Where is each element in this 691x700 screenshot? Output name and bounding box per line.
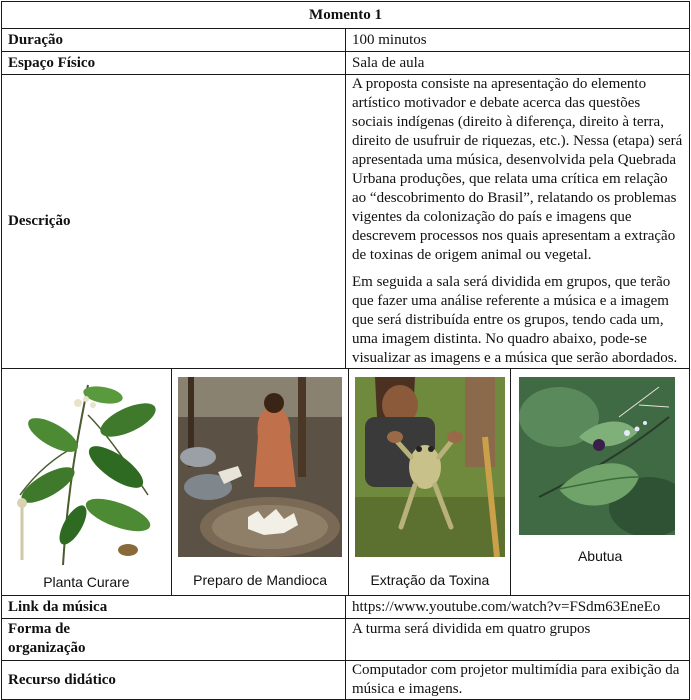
- label-duracao: Duração: [2, 29, 346, 52]
- figure-planta-curare: [2, 369, 172, 595]
- row-link: [2, 596, 690, 619]
- label-recurso-didatico: Recurso didático: [2, 661, 346, 700]
- lesson-plan-table: [1, 1, 690, 700]
- label-forma-line1: Forma de: [8, 621, 71, 637]
- label-descricao: Descrição: [2, 75, 346, 369]
- figure-extracao-toxina: [349, 369, 511, 595]
- value-link-musica[interactable]: https://www.youtube.com/watch?v=FSdm63EneEo: [346, 596, 690, 619]
- descricao-paragraph-2: Em seguida a sala será dividida em grupos, que terão que fazer uma análise referente a música e a imagem que será distribuída entre os grupos, tendo cada um, uma imagem distinta. No quadro abaixo, pode-se visualizar as imagens e a música que serão abordados.: [352, 274, 678, 366]
- label-espaco-fisico: Espaço Físico: [2, 52, 346, 75]
- value-recurso-didatico: Computador com projetor multimídia para exibição da música e imagens.: [346, 661, 690, 700]
- manioc-preparation-photo-icon: [178, 377, 342, 557]
- value-espaco-fisico: Sala de aula: [346, 52, 690, 75]
- header-row: [2, 2, 690, 29]
- frog-toxin-extraction-photo-icon: [355, 377, 505, 557]
- descricao-paragraph-1: A proposta consiste na apresentação do elemento artístico motivador e debate acerca das questões sociais indígenas (direito à diferença, direito à terra, direito de usufruir de riquezas, etc.). Nessa (etapa) será apresentada uma música, desenvolvida pela Quebrada Urbana produções, que relata uma crítica em relação ao “descobrimento do Brasil”, relatando os problemas vigentes da colonização do país e imagens que descrevem processos nos quais apresentam a extração de toxinas de origem animal ou vegetal.: [352, 76, 683, 263]
- table-title: Momento 1: [2, 2, 690, 29]
- caption-preparo-mandioca: Preparo de Mandioca: [193, 572, 328, 588]
- images-cell: [2, 369, 690, 596]
- caption-abutua: Abutua: [577, 548, 623, 564]
- row-images: [2, 369, 690, 596]
- value-duracao: 100 minutos: [346, 29, 690, 52]
- abutua-plant-photo-icon: [519, 377, 675, 535]
- row-forma-organizacao: [2, 619, 690, 661]
- row-descricao: [2, 75, 690, 369]
- curare-plant-illustration-icon: [8, 375, 166, 567]
- label-link-musica: Link da música: [2, 596, 346, 619]
- value-forma-organizacao: A turma será dividida em quatro grupos: [346, 619, 690, 661]
- label-forma-line2: organização: [8, 640, 86, 656]
- value-descricao: [346, 75, 690, 369]
- caption-planta-curare: Planta Curare: [43, 574, 130, 590]
- row-duracao: [2, 29, 690, 52]
- figure-preparo-mandioca: [172, 369, 350, 595]
- figure-abutua: [511, 369, 689, 595]
- row-espaco: [2, 52, 690, 75]
- row-recurso-didatico: [2, 661, 690, 700]
- caption-extracao-toxina: Extração da Toxina: [370, 572, 490, 588]
- label-forma-organizacao: [2, 619, 346, 661]
